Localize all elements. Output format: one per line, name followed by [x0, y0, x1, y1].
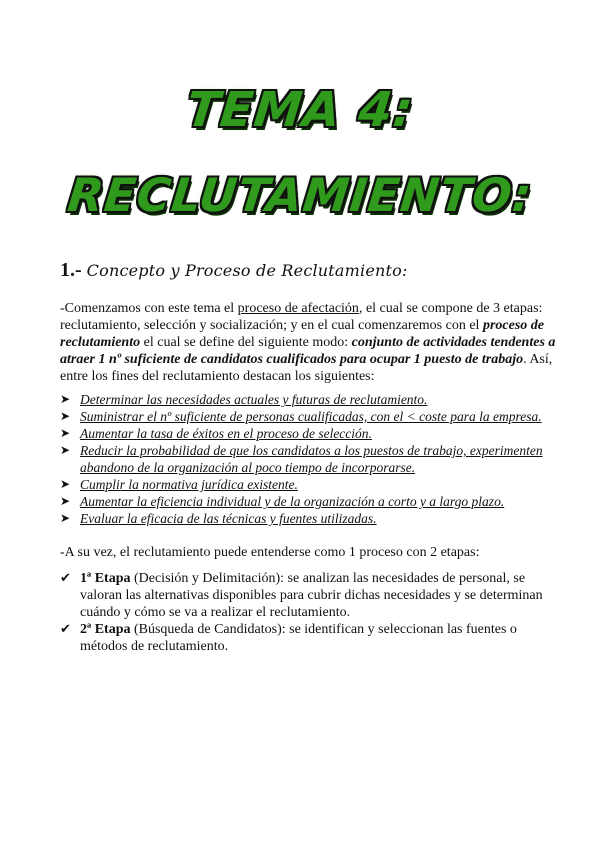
intro-definition: conjunto de actividades tendentes a atraer 1 nº suficiente de candidatos cualificados para ocupar 1 puesto de trabajo: [60, 335, 556, 367]
arrow-bullet-icon: ➤: [60, 494, 71, 508]
list-item-text: Reducir la probabilidad de que los candidatos a los puestos de trabajo, experimenten abandono de la organización al poco tiempo de incorporarse.: [80, 443, 543, 475]
intro-text-1: -Comenzamos con este tema el: [60, 301, 238, 316]
intro-underlined-term: proceso de afectación: [237, 301, 359, 316]
arrow-bullet-icon: ➤: [60, 477, 71, 491]
section-heading: [60, 257, 408, 284]
list-item-text: Determinar las necesidades actuales y futuras de reclutamiento.: [80, 392, 428, 407]
fines-list: [60, 391, 565, 527]
list-item-text: Aumentar la eficiencia individual y de la organización a corto y a largo plazo.: [80, 494, 505, 509]
list-item: [60, 510, 565, 527]
etapa-text: (Decisión y Delimitación): se analizan las necesidades de personal, se valoran las alternativas disponibles para cubrir dichas necesidades y se determinan cuándo y cómo se va a realizar el reclutamiento.: [80, 571, 543, 620]
list-item: [60, 570, 565, 621]
check-bullet-icon: ✔: [60, 622, 71, 637]
arrow-bullet-icon: ➤: [60, 443, 71, 457]
list-item: [60, 442, 565, 476]
intro-paragraph: [60, 300, 560, 385]
list-item: [60, 425, 565, 442]
etapa-label: 2ª Etapa: [80, 622, 131, 637]
etapas-intro: -A su vez, el reclutamiento puede entenderse como 1 proceso con 2 etapas:: [60, 545, 480, 560]
section-number: 1.-: [60, 259, 82, 281]
arrow-bullet-icon: ➤: [60, 392, 71, 406]
list-item: [60, 408, 565, 425]
arrow-bullet-icon: ➤: [60, 511, 71, 525]
list-item: [60, 476, 565, 493]
check-bullet-icon: ✔: [60, 571, 71, 586]
title-line-1: TEMA 4:: [183, 82, 417, 138]
list-item-text: Aumentar la tasa de éxitos en el proceso de selección.: [80, 426, 372, 441]
etapa-label: 1ª Etapa: [80, 571, 131, 586]
intro-text-2: , el cual se compone de 3 etapas: reclutamiento, selección y socialización; y en el cual comenzaremos con el: [60, 301, 543, 333]
arrow-bullet-icon: ➤: [60, 409, 71, 423]
section-heading-text: Concepto y Proceso de Reclutamiento:: [86, 261, 408, 280]
arrow-bullet-icon: ➤: [60, 426, 71, 440]
list-item-text: Cumplir la normativa jurídica existente.: [80, 477, 298, 492]
etapas-list: [60, 570, 565, 655]
list-item: [60, 391, 565, 408]
intro-bold-term: proceso de reclutamiento: [60, 318, 544, 350]
list-item-text: Evaluar la eficacia de las técnicas y fuentes utilizadas.: [80, 511, 377, 526]
intro-text-3: el cual se define del siguiente modo:: [140, 335, 352, 350]
list-item: [60, 621, 565, 655]
list-item: [60, 493, 565, 510]
list-item-text: Suministrar el nº suficiente de personas cualificadas, con el < coste para la empresa.: [80, 409, 542, 424]
intro-text-4: . Así, entre los fines del reclutamiento destacan los siguientes:: [60, 352, 553, 384]
title-line-2: RECLUTAMIENTO:: [65, 168, 535, 222]
etapa-text: (Búsqueda de Candidatos): se identifican y seleccionan las fuentes o métodos de reclutamiento.: [80, 622, 517, 654]
